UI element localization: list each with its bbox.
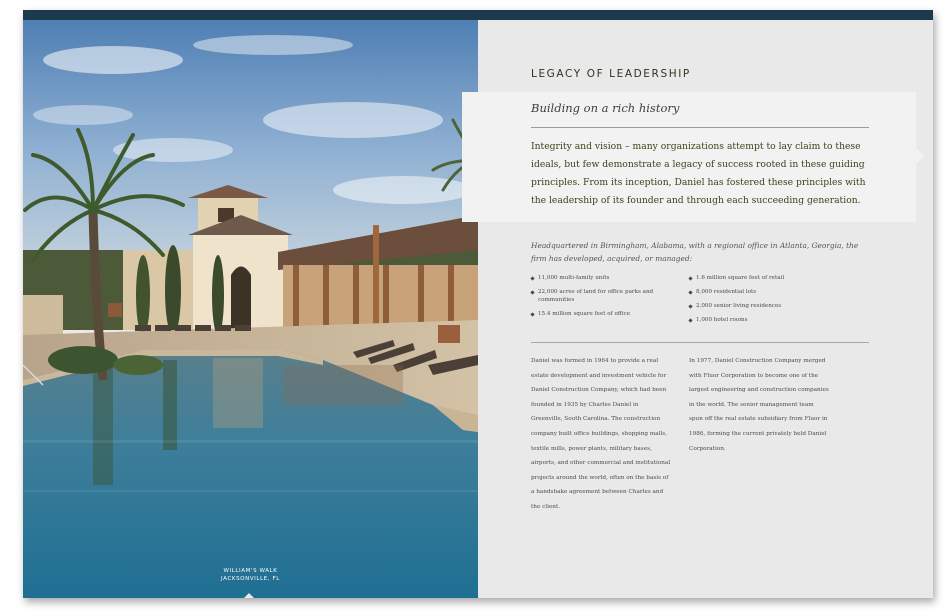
- photo-caption-location: JACKSONVILLE, FL: [221, 576, 280, 582]
- section-title: LEGACY OF LEADERSHIP: [531, 68, 691, 80]
- stat-item: 11,000 multi-family units: [531, 275, 691, 283]
- bullet-icon: [688, 318, 692, 322]
- callout-divider: [531, 127, 869, 128]
- history-column-right: In 1977, Daniel Construction Company merged with Fluor Corporation to become one of the largest engineering and construction companies in the world. The senior management team spun off the real estate subsidiary from Fluor in 1986, forming the current privately held Daniel Corporation.: [689, 358, 829, 452]
- bullet-icon: [688, 276, 692, 280]
- stat-item: 1,000 hotel rooms: [689, 317, 849, 325]
- resort-pool-photo: [23, 20, 478, 598]
- callout-tab: [916, 148, 924, 164]
- section-subtitle: Building on a rich history: [531, 101, 680, 115]
- stat-item: 15.4 million square feet of office: [531, 311, 691, 319]
- bullet-icon: [530, 290, 534, 294]
- brochure-spread: [23, 10, 933, 598]
- top-bar: [23, 10, 933, 20]
- photo-caption-name: WILLIAM'S WALK: [223, 568, 278, 574]
- stat-item: 1.6 million square feet of retail: [689, 275, 849, 283]
- bullet-icon: [688, 290, 692, 294]
- history-column-left: Daniel was formed in 1964 to provide a real estate development and investment vehicle for Daniel Construction Company, which had been founded in 1935 by Charles Daniel in Greenville, South Carolina. The construction company built office buildings, shopping malls, textile mills, power plants, military bases, airports, and other commercial and institutional projects around the world, often on the basis of a handshake agreement between Charles and the client.: [531, 358, 671, 510]
- stats-list-right: [689, 275, 849, 331]
- callout-box: [462, 92, 916, 222]
- stats-list-left: [531, 275, 691, 325]
- photo-caption: [23, 567, 478, 583]
- lead-paragraph: Integrity and vision – many organizations attempt to lay claim to these ideals, but few demonstrate a legacy of success rooted in these guiding principles. From its inception, Daniel has fostered these principles with the leadership of its founder and through each succeeding generation.: [531, 141, 866, 206]
- caption-notch: [244, 593, 254, 598]
- stat-item: 8,000 residential lots: [689, 289, 849, 297]
- bullet-icon: [688, 304, 692, 308]
- bullet-icon: [530, 312, 534, 316]
- bullet-icon: [530, 276, 534, 280]
- headquarters-intro: Headquartered in Birmingham, Alabama, with a regional office in Atlanta, Georgia, the firm has developed, acquired, or managed:: [531, 241, 859, 263]
- stat-item: 22,000 acres of land for office parks and communities: [531, 289, 691, 304]
- section-divider: [531, 342, 869, 343]
- text-panel: [478, 20, 933, 598]
- stat-item: 2,000 senior living residences: [689, 303, 849, 311]
